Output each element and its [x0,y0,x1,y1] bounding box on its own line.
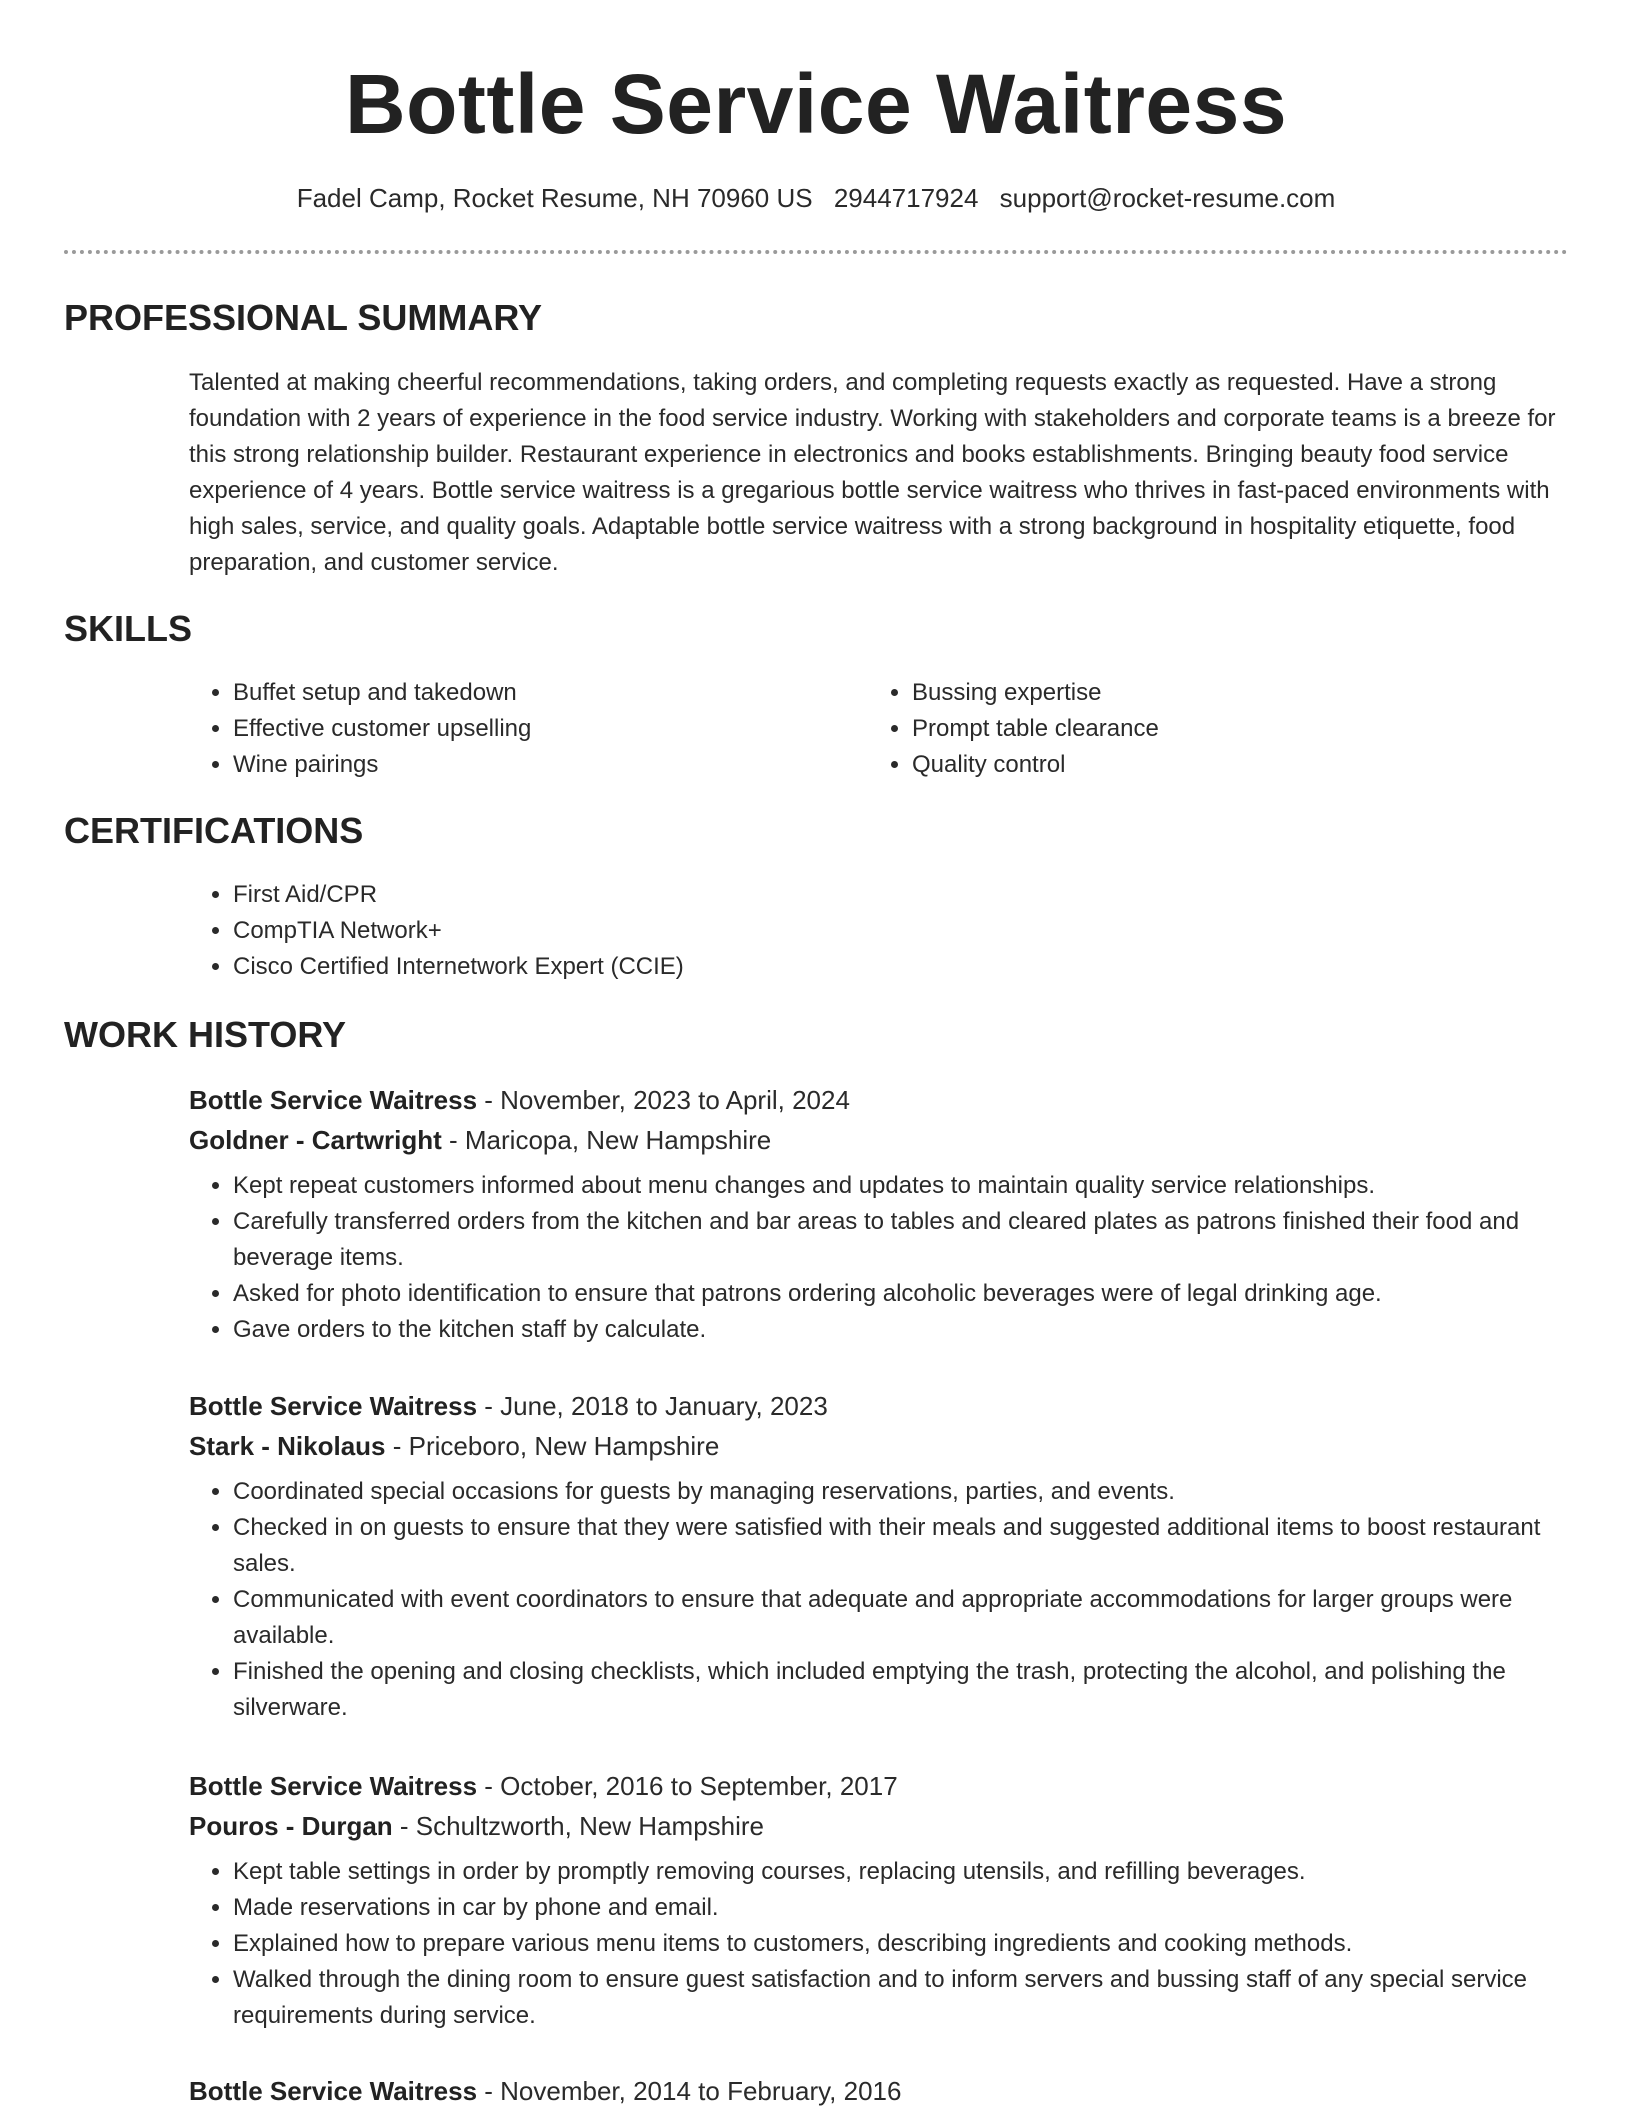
job-title-line [189,1766,1569,1806]
job-location: - Schultzworth, New Hampshire [392,1811,765,1841]
job-title: Bottle Service Waitress [189,1771,478,1801]
contact-line [0,180,1632,216]
job-company-line [189,1806,1569,1846]
certification-item: • Cisco Certified Internetwork Expert (CCIE) [233,949,684,985]
certifications-heading: CERTIFICATIONS [64,810,364,851]
job-bullets [189,1854,1569,2034]
job-bullet: • Checked in on guests to ensure that they were satisfied with their meals and suggested additional items to boost restaurant sales. [233,1510,1569,1582]
skills-heading: SKILLS [64,608,193,649]
contact-email: support@rocket-resume.com [999,183,1336,213]
contact-phone: 2944717924 [833,183,979,213]
contact-address: Fadel Camp, Rocket Resume, NH 70960 US [296,183,813,213]
job-bullet: • Explained how to prepare various menu items to customers, describing ingredients and cooking methods. [233,1926,1569,1962]
job-dates: - June, 2018 to January, 2023 [477,1391,828,1421]
work-history-heading: WORK HISTORY [64,1014,347,1055]
job-entry [189,1766,1569,2034]
job-title: Bottle Service Waitress [189,1085,478,1115]
job-bullet: • Gave orders to the kitchen staff by calculate. [233,1312,1569,1348]
job-company: Stark - Nikolaus [189,1431,386,1461]
summary-heading: PROFESSIONAL SUMMARY [64,297,543,338]
certifications-list [189,877,684,985]
job-entry [189,2071,1569,2111]
skill-item: • Buffet setup and takedown [233,675,531,711]
job-bullet: • Kept repeat customers informed about menu changes and updates to maintain quality service relationships. [233,1168,1569,1204]
job-bullet: • Carefully transferred orders from the kitchen and bar areas to tables and cleared plates as patrons finished their food and beverage items. [233,1204,1569,1276]
header-divider [64,250,1568,254]
job-company-line [189,1120,1569,1160]
job-bullet: • Communicated with event coordinators to ensure that adequate and appropriate accommodations for larger groups were available. [233,1582,1569,1654]
job-title: Bottle Service Waitress [189,1391,478,1421]
job-bullet: • Asked for photo identification to ensure that patrons ordering alcoholic beverages were of legal drinking age. [233,1276,1569,1312]
job-company: Pouros - Durgan [189,1811,393,1841]
job-dates: - October, 2016 to September, 2017 [477,1771,898,1801]
job-title-line [189,1080,1569,1120]
job-location: - Priceboro, New Hampshire [385,1431,720,1461]
summary-text: Talented at making cheerful recommendations, taking orders, and completing requests exactly as requested. Have a strong foundation with 2 years of experience in the food service industry. Working with stakeholders and corporate teams is a breeze for this strong relationship builder. Restaurant experience in electronics and books establishments. Bringing beauty food service experience of 4 years. Bottle service waitress is a gregarious bottle service waitress who thrives in fast-paced environments with high sales, service, and quality goals. Adaptable bottle service waitress with a strong background in hospitality etiquette, food preparation, and customer service. [189,369,1556,576]
job-entry [189,1386,1569,1726]
job-dates: - November, 2023 to April, 2024 [477,1085,850,1115]
skill-item: • Bussing expertise [912,675,1159,711]
job-company-line [189,1426,1569,1466]
job-location: - Maricopa, New Hampshire [441,1125,772,1155]
skill-item: • Wine pairings [233,747,531,783]
skill-item: • Effective customer upselling [233,711,531,747]
skills-column-right [868,675,1159,783]
job-title-line [189,1386,1569,1426]
job-bullet: • Kept table settings in order by promptly removing courses, replacing utensils, and refilling beverages. [233,1854,1569,1890]
skills-list-right [868,675,1159,783]
job-dates: - November, 2014 to February, 2016 [477,2076,902,2106]
job-bullets [189,1168,1569,1348]
certifications-block [189,877,684,985]
job-company: Goldner - Cartwright [189,1125,442,1155]
skill-item: • Prompt table clearance [912,711,1159,747]
job-entry [189,1080,1569,1348]
job-title-line [189,2071,1569,2111]
job-bullet: • Made reservations in car by phone and email. [233,1890,1569,1926]
skill-item: • Quality control [912,747,1159,783]
job-title: Bottle Service Waitress [189,2076,478,2106]
certification-item: • CompTIA Network+ [233,913,684,949]
skills-list-left [189,675,531,783]
job-bullet: • Coordinated special occasions for guests by managing reservations, parties, and events. [233,1474,1569,1510]
job-bullets [189,1474,1569,1726]
job-bullet: • Finished the opening and closing checklists, which included emptying the trash, protecting the alcohol, and polishing the silverware. [233,1654,1569,1726]
certification-item: • First Aid/CPR [233,877,684,913]
skills-column-left [189,675,531,783]
resume-name: Bottle Service Waitress [344,57,1288,151]
job-bullet: • Walked through the dining room to ensure guest satisfaction and to inform servers and bussing staff of any special service requirements during service. [233,1962,1569,2034]
